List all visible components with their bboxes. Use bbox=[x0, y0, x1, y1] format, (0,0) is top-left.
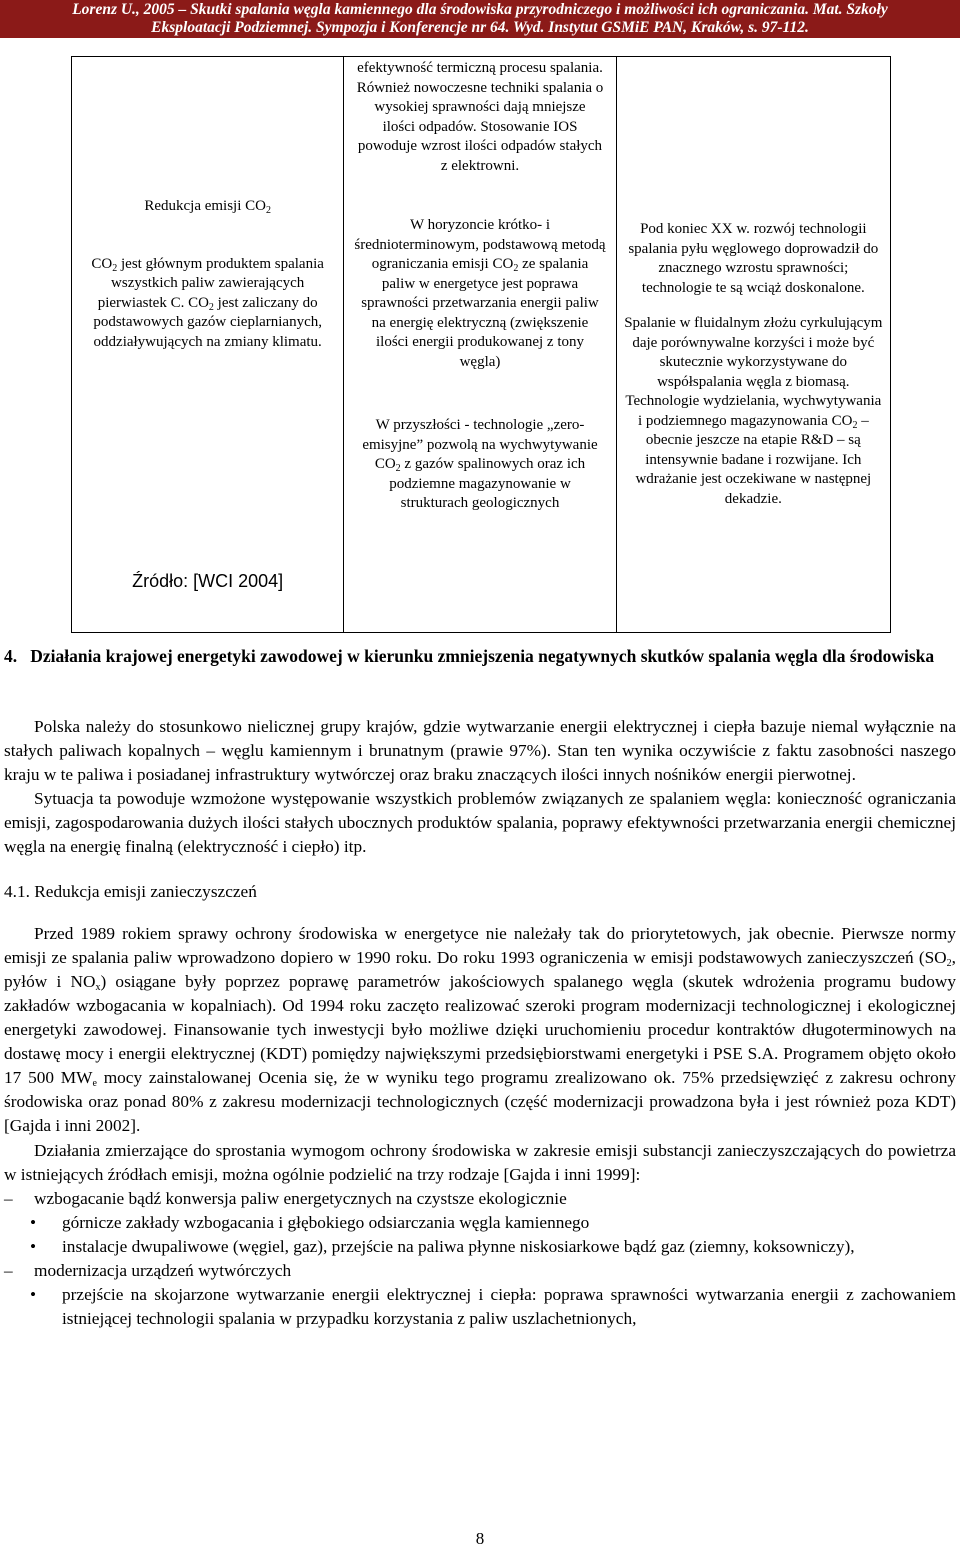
tech-p2: Spalanie w fluidalnym złożu cyrkulującym daje porównywalne korzyści i może być skutecznie wykorzystywane do współspalania węgla z biomasą. bbox=[624, 315, 883, 390]
bullet-marker: • bbox=[29, 1212, 37, 1232]
list-item: • górnicze zakłady wzbogacania i głębokiego odsiarczania węgla kamiennego bbox=[4, 1211, 956, 1235]
list-item: • instalacje dwupaliwowe (węgiel, gaz), przejście na paliwa płynne niskosiarkowe bądź gaz (ziemny, koksowniczy), bbox=[4, 1235, 956, 1259]
citation-line-1: Lorenz U., 2005 – Skutki spalania węgla kamiennego dla środowiska przyrodniczego i możliwości ich ograniczania. Mat. Szkoły bbox=[72, 1, 888, 18]
bullet-marker: • bbox=[29, 1285, 37, 1305]
list-item: – modernizacja urządzeń wytwórczych bbox=[4, 1259, 956, 1283]
co2-heading: Redukcja emisji $CO_2$ bbox=[144, 198, 271, 216]
dash-marker: – bbox=[4, 1188, 13, 1208]
page-number: 8 bbox=[475, 1529, 485, 1548]
tech-p1: Pod koniec XX w. rozwój technologii spalania pyłu węglowego doprowadził do znacznego wzrostu sprawności; technologie te są wciąż doskonalone. bbox=[628, 221, 879, 296]
paragraph-3: Przed 1989 rokiem sprawy ochrony środowiska w energetyce nie należały tak do priorytetowych, jak obecnie. Pierwsze normy emisji ze spalania paliw wprowadzono dopiero w 1990 roku. Do roku 1993 ograniczenia w emisji podstawowych zanieczyszczeń ($SO_2$, pyłów i $NO_x$) osiągane były poprzez poprawę parametrów jakościowych spalanego węgla (skutek wdrożenia programu budowy zakładów wzbogacania w kopalniach). Od 1994 roku zaczęto realizować szeroki program modernizacji technologicznej i ekologicznej energetyki zawodowej. Finansowanie tych inwestycji było możliwe dzięki uruchomieniu procedur kontraktów długoterminowych na dostawę mocy i energii elektrycznej (KDT) pomiędzy największymi przedsiębiorstwami energetyki i PSE S.A. Programem objęto około 17 500 $MW_e$ mocy zainstalowanej Ocenia się, że w wyniku tego programu zrealizowano ok. 75% przedsięwzięć z zakresu ochrony środowiska oraz ponad 80% z zakresu modernizacji technologicznych (część modernizacji prowadzona była i jest również poza KDT) [Gajda i inni 2002]. bbox=[4, 923, 956, 1136]
methods-p2: W horyzoncie krótko- i średnioterminowym, podstawową metodą ograniczania emisji $CO_2$ ze spalania paliw w energetyce jest poprawa sprawności przetwarzania energii paliw na energię elektryczną (zwiększenie ilości energii produkowanej z tony węgla) bbox=[354, 217, 606, 370]
list-item: – wzbogacanie bądź konwersja paliw energetycznych na czystsze ekologicznie bbox=[4, 1187, 956, 1211]
source-note: Źródło: [WCI 2004] bbox=[132, 571, 284, 591]
main-text bbox=[4, 715, 956, 1331]
list-item: • przejście na skojarzone wytwarzanie energii elektrycznej i ciepła: poprawa sprawności wytwarzania energii z zachowaniem istniejącej technologii spalania w przypadku korzystania z paliw uszlachetnionych, bbox=[4, 1283, 956, 1331]
methods-p3: W przyszłości - technologie „zero-emisyjne” pozwolą na wychwytywanie $CO_2$ z gazów spalinowych oraz ich podziemne magazynowanie w strukturach geologicznych bbox=[362, 417, 598, 511]
table-cell-co2-intro bbox=[72, 57, 344, 633]
subsection-4-1-heading: 4.1. Redukcja emisji zanieczyszczeń bbox=[4, 881, 257, 901]
dash-marker: – bbox=[4, 1260, 13, 1280]
co2-description: $CO_2$ jest głównym produktem spalania wszystkich paliw zawierających pierwiastek C. $CO_2$ jest zaliczany do podstawowych gazów cieplarnianych, oddziaływujących na zmiany klimatu. bbox=[91, 255, 324, 350]
table-cell-methods bbox=[344, 57, 616, 633]
paragraph-2: Sytuacja ta powoduje wzmożone występowanie wszystkich problemów związanych ze spalaniem węgla: konieczność ograniczania emisji, zagospodarowania dużych ilości stałych ubocznych produktów spalania, poprawy efektywności przetwarzania energii chemicznej węgla na energię finalną (elektryczność i ciepło) itp. bbox=[4, 789, 956, 857]
citation-header bbox=[0, 0, 960, 38]
paragraph-4: Działania zmierzające do sprostania wymogom ochrony środowiska w zakresie emisji substancji zanieczyszczających do powietrza w istniejących źródłach emisji, można ogólnie podzielić na trzy rodzaje [Gajda i inni 1999]: bbox=[4, 1140, 956, 1184]
paragraph-1: Polska należy do stosunkowo nielicznej grupy krajów, gdzie wytwarzanie energii elektrycznej i ciepła bazuje niemal wyłącznie na stałych paliwach kopalnych – węglu kamiennym i brunatnym (prawie 97%). Stan ten wynika oczywiście z faktu zasobności naszego kraju w te paliwa i posiadanej infrastruktury wytwórczej oraz braku znaczących ilości innych nośników energii pierwotnej. bbox=[4, 717, 956, 785]
table-cell-technologies bbox=[616, 57, 890, 633]
methods-p1: efektywność termiczną procesu spalania. Również nowoczesne techniki spalania o wysokiej sprawności dają mniejsze ilości odpadów. Stosowanie IOS powoduje wzrost ilości odpadów stałych z elektrowni. bbox=[356, 60, 604, 174]
co2-reduction-table bbox=[71, 56, 891, 633]
section-4-heading: 4. Działania krajowej energetyki zawodowej w kierunku zmniejszenia negatywnych skutków spalania węgla dla środowiska bbox=[4, 646, 935, 666]
tech-p3: Technologie wydzielania, wychwytywania i podziemnego magazynowania $CO_2$ – obecnie jeszcze na etapie R&D – są intensywnie badane i rozwijane. Ich wdrażanie jest oczekiwane w następnej dekadzie. bbox=[625, 393, 882, 507]
bullet-marker: • bbox=[29, 1236, 37, 1256]
citation-line-2: Eksploatacji Podziemnej. Sympozja i Konferencje nr 64. Wyd. Instytut GSMiE PAN, Kraków, s. 97-112. bbox=[151, 19, 809, 36]
